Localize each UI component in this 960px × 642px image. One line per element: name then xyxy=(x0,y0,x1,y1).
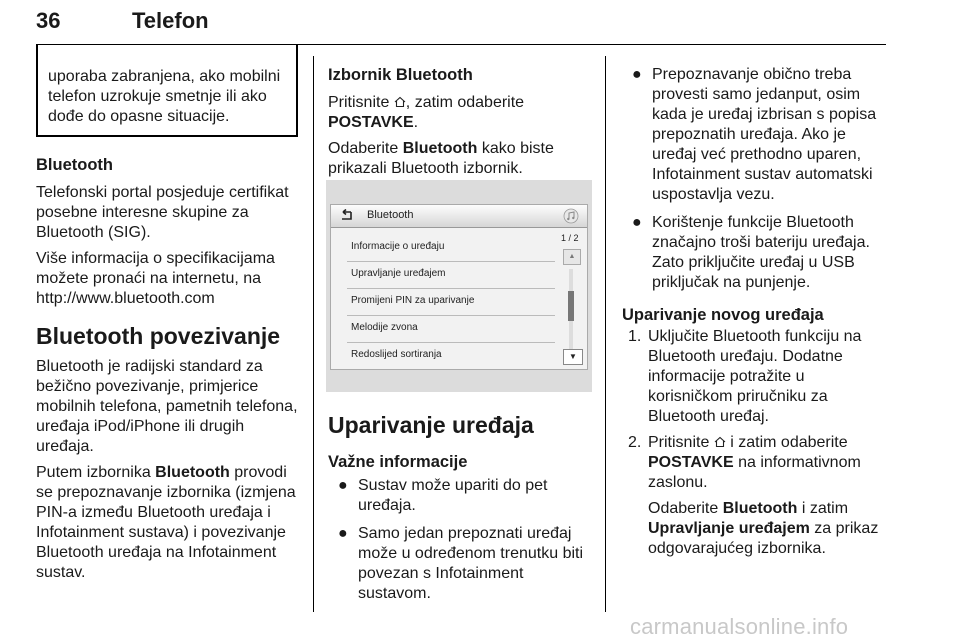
watermark: carmanualsonline.info xyxy=(630,614,849,639)
back-arrow-icon[interactable] xyxy=(339,209,355,223)
list-item-text: Prepoznavanje obično treba provesti samo jedanput, osim kada je uređaj izbrisan s popisa prepoznatih uređaja. Ako je uređaj već prethodno uparen, Infotainment sustav automatski uspostavlja vezu. xyxy=(652,66,877,203)
warning-text: uporaba zabranjena, ako mobilni telefon uzrokuje smetnje ili ako dođe do opasne situacije. xyxy=(48,68,281,125)
column-divider-1 xyxy=(313,56,314,612)
text-run: provodi se prepoznavanje izbornika (izmjena PIN-a između Bluetooth uređaja i Infotainment sustava) i povezivanje Bluetooth uređaja na Infotainment sustav. xyxy=(36,464,296,581)
column-middle-lower xyxy=(328,412,590,612)
screen-menu-list xyxy=(347,235,555,369)
text-run: Odaberite xyxy=(328,140,403,157)
bluetooth-heading: Bluetooth xyxy=(36,156,113,174)
numbered-step-1 xyxy=(622,327,884,427)
list-item-text: Korištenje funkcije Bluetooth značajno troši bateriju uređaja. Zato priključite uređaj u USB priključak na punjenje. xyxy=(652,214,870,291)
bluetooth-paragraph-1: Telefonski portal posjeduje certifikat posebne interesne skupine za Bluetooth (SIG). xyxy=(36,184,289,241)
bluetooth-menu-name: Bluetooth xyxy=(722,500,798,517)
list-item xyxy=(328,524,590,604)
text-run: Odaberite xyxy=(648,500,723,517)
step-2-paragraph xyxy=(622,499,884,559)
important-info-heading: Važne informacije xyxy=(328,453,468,471)
scrollbar-thumb[interactable] xyxy=(568,291,574,321)
menu-item-change-pin[interactable]: Promijeni PIN za uparivanje xyxy=(347,289,555,316)
menu-item-device-info[interactable]: Informacije o uređaju xyxy=(347,235,555,262)
pairing-heading: Uparivanje uređaja xyxy=(328,412,534,438)
text-run: za prikaz odgovarajućeg izbornika. xyxy=(648,520,879,557)
music-note-icon xyxy=(563,208,579,224)
list-item-text: Samo jedan prepoznati uređaj može u određenom trenutku biti povezan s Infotainment sustavom. xyxy=(358,525,584,602)
scroll-up-button[interactable]: ▲ xyxy=(563,249,581,265)
menu-paragraph-2 xyxy=(328,139,596,179)
text-run: Putem izbornika xyxy=(36,464,156,481)
bluetooth-paragraph-2: Više informacija o specifikacijama možete pronaći na internetu, na http://www.bluetooth.com xyxy=(36,250,275,307)
settings-menu-name: POSTAVKE xyxy=(328,114,414,131)
list-item xyxy=(622,65,884,205)
text-run: i zatim odaberite xyxy=(725,434,848,451)
text-run: Pritisnite xyxy=(328,94,394,111)
new-pairing-heading: Uparivanje novog uređaja xyxy=(622,306,824,324)
infotainment-screen xyxy=(330,204,588,370)
bullet-icon: ● xyxy=(632,66,642,83)
settings-menu-name: POSTAVKE xyxy=(648,454,734,471)
text-run: kako biste prikazali Bluetooth izbornik. xyxy=(328,140,554,177)
column-right xyxy=(622,65,884,559)
menu-paragraph-1 xyxy=(328,93,596,133)
bullet-icon: ● xyxy=(338,477,348,494)
menu-heading: Izbornik Bluetooth xyxy=(328,66,473,84)
screen-title-bar xyxy=(331,205,587,228)
step-number: 2. xyxy=(628,434,642,451)
connection-paragraph-1: Bluetooth je radijski standard za bežično povezivanje, primjerice mobilnih telefona, pametnih telefona, uređaja iPod/iPhone ili drugih uređaja. xyxy=(36,358,298,455)
bullet-icon: ● xyxy=(632,214,642,231)
page-header xyxy=(36,4,886,45)
menu-item-ringtones[interactable]: Melodije zvona xyxy=(347,316,555,343)
warning-box xyxy=(36,45,298,137)
column-divider-2 xyxy=(605,56,606,612)
home-icon xyxy=(714,436,726,448)
text-run: na informativnom zaslonu. xyxy=(648,454,861,491)
step-text: Uključite Bluetooth funkciju na Bluetooth uređaju. Dodatne informacije potražite u korisničkom priručniku za Bluetooth uređaj. xyxy=(648,328,862,425)
list-item xyxy=(328,476,590,516)
connection-paragraph-2 xyxy=(36,463,298,583)
numbered-step-2 xyxy=(622,433,884,493)
bullet-icon: ● xyxy=(338,525,348,542)
column-middle xyxy=(328,65,596,185)
page-indicator: 1 / 2 xyxy=(561,233,579,243)
bluetooth-menu-name: Bluetooth xyxy=(402,140,478,157)
text-run: , zatim odaberite xyxy=(405,94,525,111)
home-icon xyxy=(394,96,406,108)
text-run: i zatim xyxy=(797,500,849,517)
device-management-menu-name: Upravljanje uređajem xyxy=(648,520,810,537)
step-number: 1. xyxy=(628,328,642,345)
list-item xyxy=(622,213,884,293)
menu-item-sort-order[interactable]: Redoslijed sortiranja xyxy=(351,349,442,360)
bluetooth-menu-name: Bluetooth xyxy=(155,464,230,481)
screen-title: Bluetooth xyxy=(367,209,414,221)
scroll-down-button[interactable]: ▼ xyxy=(563,349,583,365)
list-item-text: Sustav može upariti do pet uređaja. xyxy=(358,477,548,514)
page-number: 36 xyxy=(36,8,61,33)
menu-item-device-management[interactable]: Upravljanje uređajem xyxy=(347,262,555,289)
text-run: Pritisnite xyxy=(648,434,714,451)
column-left xyxy=(36,45,298,589)
infotainment-screenshot xyxy=(326,180,592,392)
page-title: Telefon xyxy=(132,8,209,33)
text-run: . xyxy=(413,114,419,131)
connection-heading: Bluetooth povezivanje xyxy=(36,323,281,349)
